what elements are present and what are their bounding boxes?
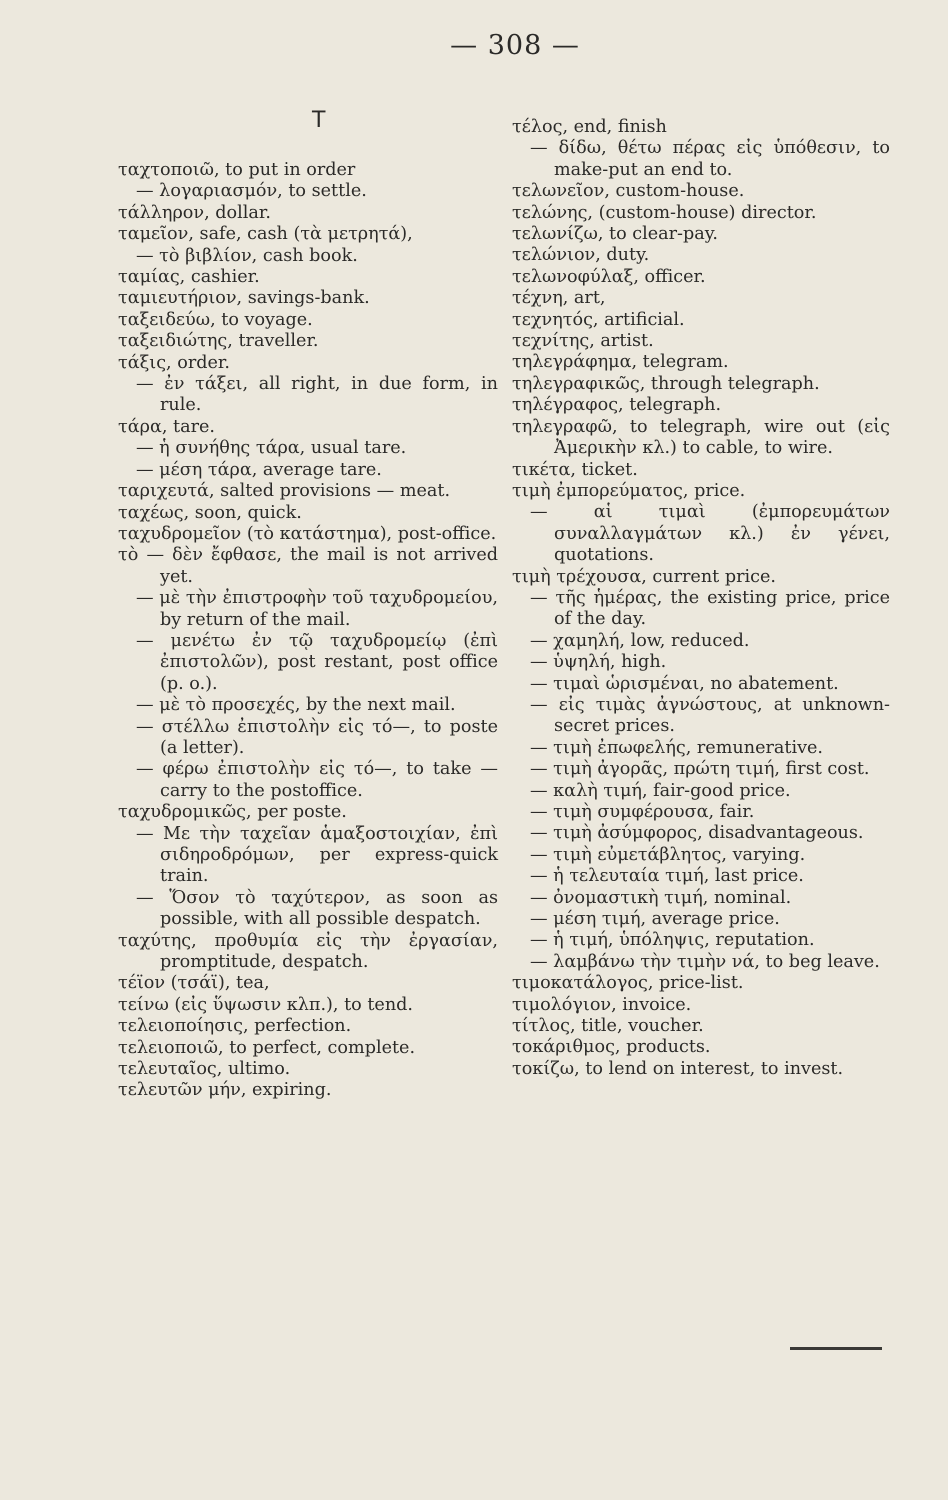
dictionary-entry: — Με τὴν ταχεῖαν ἁμαξοστοιχίαν, ἐπὶ σιδηροδρόμων, per express-quick train. [136,823,498,887]
dictionary-entry: τελωνοφύλαξ, officer. [512,266,706,287]
right-column [512,117,890,1080]
dictionary-entry: ταμίας, cashier. [118,267,260,288]
dictionary-entry: ταχυδρομεῖον (τὸ κατάστημα), post-office. [118,523,497,544]
dictionary-entry: — αἱ τιμαὶ (ἐμπορευμάτων συναλλαγμάτων κλ.) ἐν γένει, quotations. [530,502,890,566]
dictionary-entry: — μενέτω ἐν τῷ ταχυδρομείῳ (ἐπὶ ἐπιστολῶν), post restant, post office (p. o.). [136,630,498,694]
dictionary-entry: τοκάριθμος, products. [512,1037,711,1058]
dictionary-entry: — μέση τάρα, average tare. [136,459,382,480]
dictionary-entry: τάξις, order. [118,352,230,373]
dictionary-entry: — φέρω ἐπιστολὴν εἰς τό—, to take —carry to the postoffice. [136,759,498,801]
dictionary-entry: ταξειδεύω, to voyage. [118,309,313,330]
left-column [118,160,498,1102]
dictionary-entry: — τιμὴ ἀγορᾶς, πρώτη τιμή, first cost. [530,759,870,780]
dictionary-entry: ταμιευτήριον, savings-bank. [118,288,370,309]
dictionary-entry: τιμὴ τρέχουσα, current price. [512,566,776,587]
dictionary-entry: τιμολόγιον, invoice. [512,994,692,1015]
dictionary-entry: ταξειδιώτης, traveller. [118,331,319,352]
dictionary-entry: τηλεγράφημα, telegram. [512,352,729,373]
dictionary-entry: τάλληρον, dollar. [118,202,271,223]
dictionary-entry: τέλος, end, finish [512,117,667,137]
dictionary-entry: τὸ — δὲν ἔφθασε, the mail is not arrived yet. [118,545,498,587]
dictionary-entry: τελευτῶν μήν, expiring. [118,1080,332,1101]
dictionary-entry: — τιμὴ συμφέρουσα, fair. [530,802,755,822]
dictionary-entry: — μὲ τὴν ἐπιστροφὴν τοῦ ταχυδρομείου, by return of the mail. [136,588,498,630]
dictionary-entry: τηλεγραφῶ, to telegraph, wire out (εἰς Ἀμερικὴν κλ.) to cable, to wire. [512,416,890,459]
dictionary-entry: — χαμηλή, low, reduced. [530,630,750,651]
dictionary-entry: — ἡ τιμή, ὑπόληψις, reputation. [530,930,815,951]
dictionary-entry: τεχνίτης, artist. [512,331,654,352]
dictionary-entry: — λαμβάνω τὴν τιμὴν νά, to beg leave. [530,951,880,972]
dictionary-entry: — Ὅσον τὸ ταχύτερον, as soon as possible, with all possible despatch. [136,887,498,930]
dictionary-entry: τηλεγραφικῶς, through telegraph. [512,373,820,394]
dictionary-entry: τέχνη, art, [512,288,606,309]
dictionary-entry: — μὲ τὸ προσεχές, by the next mail. [136,695,456,716]
dictionary-entry: τελώνης, (custom-house) director. [512,202,817,223]
dictionary-entry: — ἐν τάξει, all right, in due form, in rule. [136,374,498,416]
dictionary-entry: τέϊον (τσάϊ), tea, [118,973,270,994]
dictionary-entry: — ὀνομαστικὴ τιμή, nominal. [530,887,792,908]
dictionary-entry: — τὸ βιβλίον, cash book. [136,245,358,266]
dictionary-entry: τελειοποιῶ, to perfect, complete. [118,1037,416,1058]
dictionary-entry: τελωνεῖον, custom-house. [512,181,745,202]
dictionary-entry: τιμοκατάλογος, price-list. [512,973,744,994]
dictionary-entry: τελώνιον, duty. [512,245,650,266]
dictionary-entry: ταχυδρομικῶς, per poste. [118,802,347,823]
dictionary-entry: — τιμὴ ἐπωφελής, remunerative. [530,737,824,758]
dictionary-entry: τοκίζω, to lend on interest, to invest. [512,1058,844,1079]
dictionary-entry: τικέτα, ticket. [512,459,638,480]
dictionary-entry: — λογαριασμόν, to settle. [136,181,367,202]
dictionary-entry: τηλέγραφος, telegraph. [512,395,722,416]
dictionary-entry: τελωνίζω, to clear-pay. [512,224,718,245]
dictionary-entry: ταμεῖον, safe, cash (τὰ μετρητά), [118,224,413,245]
dictionary-entry: τάρα, tare. [118,416,215,437]
dictionary-entry: τελευταῖος, ultimo. [118,1059,291,1080]
dictionary-entry: — τῆς ἡμέρας, the existing price, price of the day. [530,587,890,630]
dictionary-entry: ταχέως, soon, quick. [118,502,302,523]
dictionary-entry: — καλὴ τιμή, fair-good price. [530,780,791,801]
dictionary-entry: — στέλλω ἐπιστολὴν εἰς τό—, to poste (a letter). [136,716,498,758]
dictionary-entry: — μέση τιμή, average price. [530,909,780,930]
dictionary-entry: τιμὴ ἐμπορεύματος, price. [512,480,746,501]
dictionary-entry: — τιμαὶ ὡρισμέναι, no abatement. [530,673,839,694]
dictionary-entry: ταχτοποιῶ, to put in order [118,160,356,180]
page-number: — 308 — [450,30,580,61]
dictionary-entry: ταχύτης, προθυμία εἰς τὴν ἐργασίαν, promptitude, despatch. [118,930,498,973]
dictionary-entry: ταριχευτά, salted provisions — meat. [118,481,451,502]
section-letter: T [312,108,326,133]
dictionary-entry: — τιμὴ ἀσύμφορος, disadvantageous. [530,823,864,844]
dictionary-entry: — ἡ τελευταία τιμή, last price. [530,866,804,887]
dictionary-entry: — ὑψηλή, high. [530,652,667,673]
dictionary-entry: τείνω (εἰς ὕψωσιν κλπ.), to tend. [118,994,414,1015]
dictionary-entry: τελειοποίησις, perfection. [118,1016,352,1037]
dictionary-entry: τεχνητός, artificial. [512,309,685,330]
end-rule [790,1347,882,1350]
dictionary-entry: — τιμὴ εὐμετάβλητος, varying. [530,844,806,865]
dictionary-entry: — εἰς τιμὰς ἀγνώστους, at unknown-secret prices. [530,694,890,737]
dictionary-entry: — ἡ συνήθης τάρα, usual tare. [136,438,407,459]
dictionary-entry: τίτλος, title, voucher. [512,1016,704,1037]
dictionary-entry: — δίδω, θέτω πέρας εἰς ὑπόθεσιν, to make-put an end to. [530,138,890,180]
